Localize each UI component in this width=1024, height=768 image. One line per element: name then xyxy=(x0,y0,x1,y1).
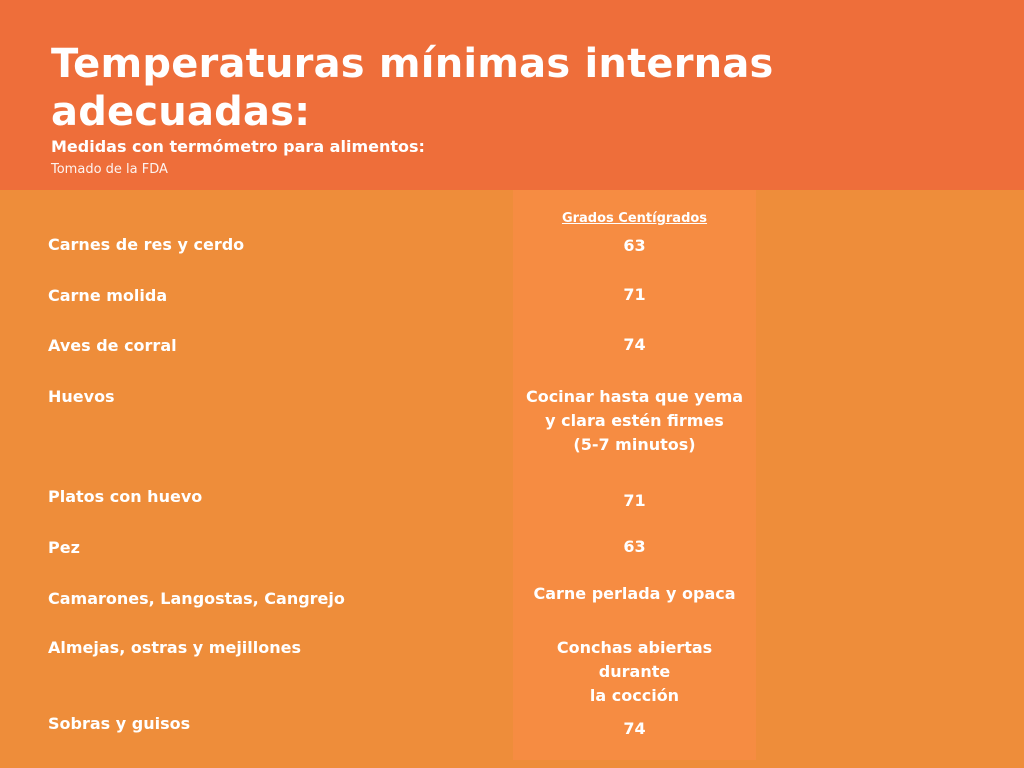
source-note: Tomado de la FDA xyxy=(51,162,168,177)
row-value-fish: 63 xyxy=(623,537,646,556)
row-value-shellfish: Carne perlada y opaca xyxy=(533,584,736,603)
row-value-poultry: 74 xyxy=(623,335,646,354)
row-label-clams-oysters: Almejas, ostras y mejillones xyxy=(48,638,302,657)
row-label-shellfish: Camarones, Langostas, Cangrejo xyxy=(48,589,345,608)
column-header: Grados Centígrados xyxy=(561,211,708,226)
row-value-egg-dishes: 71 xyxy=(623,491,646,510)
row-label-leftovers: Sobras y guisos xyxy=(48,714,191,733)
row-value-ground-meat: 71 xyxy=(623,285,646,304)
row-value-eggs: Cocinar hasta que yema y clara estén firmes (5-7 minutos) xyxy=(525,387,744,454)
row-label-poultry: Aves de corral xyxy=(48,336,177,355)
row-value-leftovers: 74 xyxy=(623,719,646,738)
page-title: Temperaturas mínimas internas adecuadas: xyxy=(51,41,774,135)
page-subtitle: Medidas con termómetro para alimentos: xyxy=(51,137,425,156)
row-value-beef-pork: 63 xyxy=(623,236,646,255)
row-label-eggs: Huevos xyxy=(48,387,115,406)
row-value-clams-oysters: Conchas abiertas durante la cocción xyxy=(556,638,713,705)
row-label-egg-dishes: Platos con huevo xyxy=(48,487,203,506)
row-label-ground-meat: Carne molida xyxy=(48,286,168,305)
row-label-beef-pork: Carnes de res y cerdo xyxy=(48,235,245,254)
row-label-fish: Pez xyxy=(48,538,80,557)
